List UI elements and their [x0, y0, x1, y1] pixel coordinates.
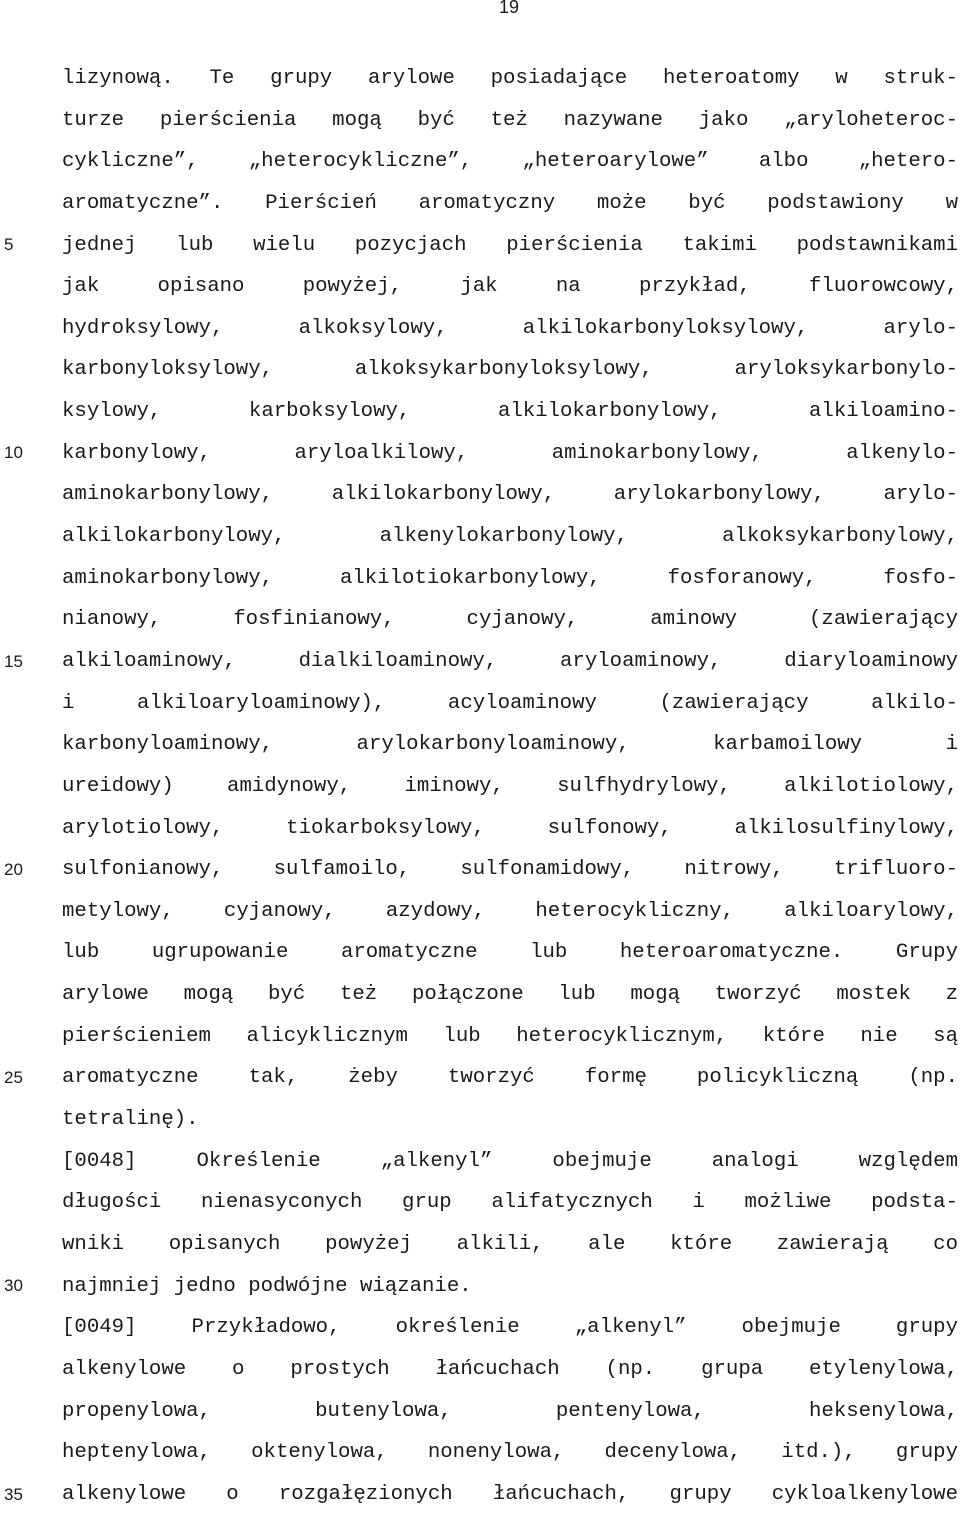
- text-line: alkenylowe o prostych łańcuchach (np. grupa etylenylowa,: [62, 1357, 958, 1381]
- text-line: najmniej jedno podwójne wiązanie.: [62, 1274, 472, 1298]
- line-number: 10: [4, 443, 23, 462]
- line-number: 15: [4, 652, 23, 671]
- text-line: alkilokarbonylowy, alkenylokarbonylowy, alkoksykarbonylowy,: [62, 525, 958, 549]
- text-line: jednej lub wielu pozycjach pierścienia takimi podstawnikami: [62, 233, 958, 257]
- text-line: aromatyczne tak, żeby tworzyć formę policykliczną (np.: [62, 1066, 958, 1090]
- page-number: 19: [498, 0, 520, 17]
- text-line: i alkiloaryloaminowy), acyloaminowy (zawierający alkilo-: [62, 691, 958, 715]
- line-number: 25: [4, 1068, 23, 1087]
- text-line: aromatyczne”. Pierścień aromatyczny może być podstawiony w: [62, 191, 958, 215]
- text-line: heptenylowa, oktenylowa, nonenylowa, decenylowa, itd.), grupy: [62, 1441, 958, 1465]
- text-line: karbonylowy, aryloalkilowy, aminokarbonylowy, alkenylo-: [62, 441, 958, 465]
- line-number: 5: [4, 235, 14, 254]
- text-line: sulfonianowy, sulfamoilo, sulfonamidowy, nitrowy, trifluoro-: [62, 858, 958, 882]
- text-line: pierścieniem alicyklicznym lub heterocyklicznym, które nie są: [62, 1024, 958, 1048]
- text-line: metylowy, cyjanowy, azydowy, heterocykliczny, alkiloarylowy,: [62, 899, 958, 923]
- line-number-margin: [0, 0, 40, 1509]
- text-line: ureidowy) amidynowy, iminowy, sulfhydrylowy, alkilotiolowy,: [62, 774, 958, 798]
- line-number: 20: [4, 860, 23, 879]
- text-line: jak opisano powyżej, jak na przykład, fluorowcowy,: [62, 275, 958, 299]
- text-line: karbonyloaminowy, arylokarbonyloaminowy, karbamoilowy i: [62, 733, 958, 757]
- document-body: [62, 58, 958, 1515]
- line-number: 35: [4, 1485, 23, 1504]
- text-line: arylowe mogą być też połączone lub mogą tworzyć mostek z: [62, 983, 958, 1007]
- text-line: turze pierścienia mogą być też nazywane jako „aryloheteroc-: [62, 108, 958, 132]
- text-line: hydroksylowy, alkoksylowy, alkilokarbonyloksylowy, arylo-: [62, 316, 958, 340]
- text-line: aminokarbonylowy, alkilotiokarbonylowy, fosforanowy, fosfo-: [62, 566, 958, 590]
- text-line: wniki opisanych powyżej alkili, ale które zawierają co: [62, 1232, 958, 1256]
- text-line: cykliczne”, „heterocykliczne”, „heteroarylowe” albo „hetero-: [62, 150, 958, 174]
- text-line: [0048] Określenie „alkenyl” obejmuje analogi względem: [62, 1149, 958, 1173]
- text-line: lub ugrupowanie aromatyczne lub heteroaromatyczne. Grupy: [62, 941, 958, 965]
- text-line: alkenylowe o rozgałęzionych łańcuchach, grupy cykloalkenylowe: [62, 1482, 958, 1506]
- text-line: ksylowy, karboksylowy, alkilokarbonylowy, alkiloamino-: [62, 400, 958, 424]
- text-line: tetralinę).: [62, 1108, 199, 1132]
- text-line: propenylowa, butenylowa, pentenylowa, heksenylowa,: [62, 1399, 958, 1423]
- text-line: długości nienasyconych grup alifatycznych i możliwe podsta-: [62, 1191, 958, 1215]
- text-line: [0049] Przykładowo, określenie „alkenyl” obejmuje grupy: [62, 1316, 958, 1340]
- text-line: arylotiolowy, tiokarboksylowy, sulfonowy, alkilosulfinylowy,: [62, 816, 958, 840]
- text-line: alkiloaminowy, dialkiloaminowy, aryloaminowy, diaryloaminowy: [62, 649, 958, 673]
- line-number: 30: [4, 1276, 23, 1295]
- text-line: lizynową. Te grupy arylowe posiadające heteroatomy w struk-: [62, 67, 958, 90]
- text-line: aminokarbonylowy, alkilokarbonylowy, arylokarbonylowy, arylo-: [62, 483, 958, 507]
- text-line: nianowy, fosfinianowy, cyjanowy, aminowy (zawierający: [62, 608, 958, 632]
- text-line: karbonyloksylowy, alkoksykarbonyloksylowy, aryloksykarbonylo-: [62, 358, 958, 382]
